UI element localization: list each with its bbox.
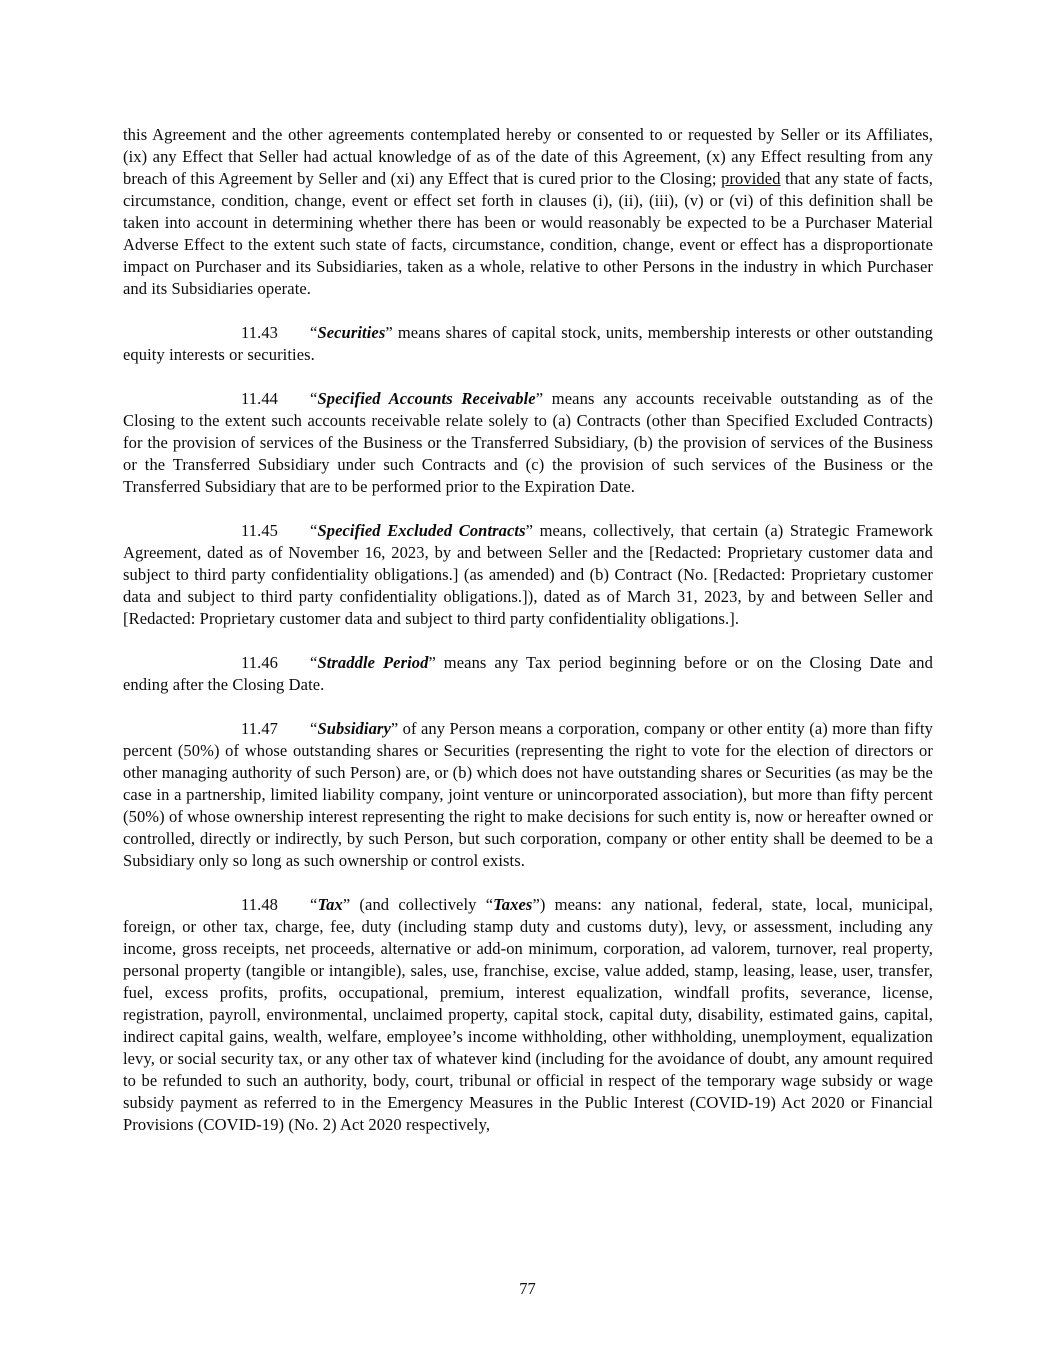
underlined-term-provided: provided [721, 169, 781, 188]
defined-term-tax: Tax [317, 895, 343, 914]
section-number: 11.45 [241, 521, 279, 540]
defined-term-securities: Securities [317, 323, 386, 342]
body-text: ” means, collectively, that certain (a) Strategic Framework Agreement, dated as of November 16, 2023, by and between Seller and the [Redacted: Proprietary customer data and subject to third party confidentiality obligations.] (as amended) and (b) Contract (No. [Redacted: Proprietary customer data and subject to third party confidentiality obligations.]), dated as of March 31, 2023, by and between Seller and [Redacted: Proprietary customer data and subject to third party confidentiality obligations.]. [123, 521, 933, 628]
defined-term-specified-accounts-receivable: Specified Accounts Receivable [317, 389, 536, 408]
open-quote: “ [310, 653, 318, 672]
defined-term-straddle-period: Straddle Period [317, 653, 429, 672]
open-quote: “ [310, 521, 318, 540]
section-11-47 [123, 718, 933, 872]
body-text: ” (and collectively “ [342, 895, 494, 914]
section-11-48 [123, 894, 933, 1136]
section-11-45 [123, 520, 933, 630]
body-text: ” means shares of capital stock, units, membership interests or other outstanding equity interests or securities. [123, 323, 933, 364]
defined-term-specified-excluded-contracts: Specified Excluded Contracts [317, 521, 526, 540]
body-text: that any state of facts, circumstance, condition, change, event or effect set forth in clauses (i), (ii), (iii), (v) or (vi) of this definition shall be taken into account in determining whether there has been or would reasonably be expected to be a Purchaser Material Adverse Effect to the extent such state of facts, circumstance, condition, change, event or effect has a disproportionate impact on Purchaser and its Subsidiaries, taken as a whole, relative to other Persons in the industry in which Purchaser and its Subsidiaries operate. [123, 169, 933, 298]
open-quote: “ [310, 719, 318, 738]
document-body [123, 124, 933, 1158]
paragraph-continuation [123, 124, 933, 300]
page-number: 77 [519, 1279, 536, 1298]
section-number: 11.48 [241, 895, 279, 914]
body-text: ” means any accounts receivable outstanding as of the Closing to the extent such accounts receivable relate solely to (a) Contracts (other than Specified Excluded Contracts) for the provision of services of the Business or the Transferred Subsidiary, (b) the provision of services of the Business or the Transferred Subsidiary under such Contracts and (c) the provision of such services of the Business or the Transferred Subsidiary that are to be performed prior to the Expiration Date. [123, 389, 933, 496]
defined-term-taxes: Taxes [493, 895, 533, 914]
section-number: 11.46 [241, 653, 279, 672]
section-number: 11.44 [241, 389, 279, 408]
section-11-44 [123, 388, 933, 498]
section-number: 11.43 [241, 323, 279, 342]
body-text: ” means any Tax period beginning before or on the Closing Date and ending after the Closing Date. [123, 653, 934, 694]
open-quote: “ [310, 323, 318, 342]
body-text: ” of any Person means a corporation, company or other entity (a) more than fifty percent (50%) of whose outstanding shares or Securities (representing the right to vote for the election of directors or other managing authority of such Person) are, or (b) which does not have outstanding shares or Securities (as may be the case in a partnership, limited liability company, joint venture or unincorporated association), but more than fifty percent (50%) of whose ownership interest representing the right to make decisions for such entity is, now or hereafter owned or controlled, directly or indirectly, by such Person, but such corporation, company or other entity shall be deemed to be a Subsidiary only so long as such ownership or control exists. [123, 719, 933, 870]
body-text: ”) means: any national, federal, state, local, municipal, foreign, or other tax, charge, fee, duty (including stamp duty and customs duty), levy, or assessment, including any income, gross receipts, net proceeds, alternative or add-on minimum, corporation, ad valorem, turnover, real property, personal property (tangible or intangible), sales, use, franchise, excise, value added, stamp, leasing, lease, user, transfer, fuel, excess profits, profits, occupational, premium, interest equalization, windfall profits, severance, license, registration, payroll, environmental, unclaimed property, capital stock, capital duty, disability, estimated gains, capital, indirect capital gains, wealth, welfare, employee’s income withholding, other withholding, unemployment, equalization levy, or social security tax, or any other tax of whatever kind (including for the avoidance of doubt, any amount required to be refunded to such an authority, body, court, tribunal or official in respect of the temporary wage subsidy or wage subsidy payment as referred to in the Emergency Measures in the Public Interest (COVID-19) Act 2020 or Financial Provisions (COVID-19) (No. 2) Act 2020 respectively, [123, 895, 934, 1134]
defined-term-subsidiary: Subsidiary [317, 719, 391, 738]
section-11-43 [123, 322, 933, 366]
section-11-46 [123, 652, 933, 696]
body-text: this Agreement and the other agreements contemplated hereby or consented to or requested by Seller or its Affiliates, (ix) any Effect that Seller had actual knowledge of as of the date of this Agreement, (x) any Effect resulting from any breach of this Agreement by Seller and (xi) any Effect that is cured prior to the Closing; [123, 125, 933, 188]
open-quote: “ [310, 389, 318, 408]
open-quote: “ [310, 895, 318, 914]
section-number: 11.47 [241, 719, 279, 738]
